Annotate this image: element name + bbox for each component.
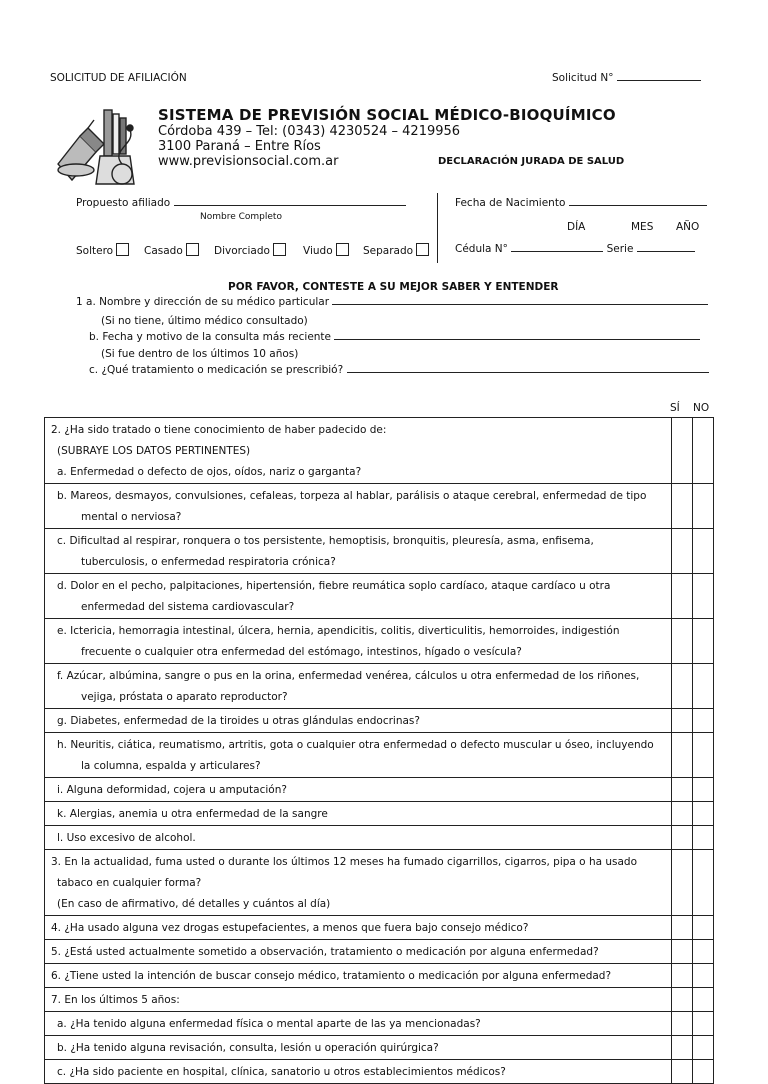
table-row <box>45 826 714 850</box>
question-cell <box>45 574 672 619</box>
no-checkbox[interactable] <box>693 733 714 778</box>
month-caption: MES <box>631 221 654 233</box>
question-6: 6. ¿Tiene usted la intención de buscar consejo médico, tratamiento o medicación por alguna enfermedad? <box>51 970 612 982</box>
q1a-label: 1 a. Nombre y dirección de su médico particular <box>76 296 330 308</box>
yes-checkbox[interactable] <box>672 664 693 709</box>
q1a-field[interactable] <box>76 296 708 308</box>
status-single[interactable] <box>76 243 129 257</box>
q1c-label: c. ¿Qué tratamiento o medicación se prescribió? <box>89 364 344 376</box>
status-separated-checkbox[interactable] <box>416 243 429 256</box>
table-row <box>45 778 714 802</box>
table-row <box>45 574 714 619</box>
question-2a: a. Enfermedad o defecto de ojos, oídos, nariz o garganta? <box>57 466 362 478</box>
table-row <box>45 664 714 709</box>
birth-date-label: Fecha de Nacimiento <box>455 197 566 209</box>
lab-logo-icon <box>50 100 142 192</box>
table-row <box>45 916 714 940</box>
request-number-field[interactable] <box>552 72 701 84</box>
table-row <box>45 418 714 484</box>
no-checkbox[interactable] <box>693 529 714 574</box>
yes-checkbox[interactable] <box>672 1036 693 1060</box>
question-2e: e. Ictericia, hemorragia intestinal, úlcera, hernia, apendicitis, colitis, diverticulitis, hemorroides, indigestión <box>57 625 620 637</box>
no-checkbox[interactable] <box>693 418 714 484</box>
birth-date-line[interactable] <box>569 205 707 206</box>
no-checkbox[interactable] <box>693 619 714 664</box>
no-checkbox[interactable] <box>693 964 714 988</box>
question-2d: d. Dolor en el pecho, palpitaciones, hipertensión, fiebre reumática soplo cardíaco, ataque cardíaco u otra <box>57 580 611 592</box>
question-7a: a. ¿Ha tenido alguna enfermedad física o mental aparte de las ya mencionadas? <box>57 1018 481 1030</box>
table-row <box>45 1012 714 1036</box>
health-questionnaire <box>44 417 714 1084</box>
series-label: Serie <box>606 243 634 255</box>
question-7c: c. ¿Ha sido paciente en hospital, clínica, sanatorio u otros establecimientos médicos? <box>57 1066 506 1078</box>
proposed-member-label: Propuesto afiliado <box>76 197 171 209</box>
yes-checkbox[interactable] <box>672 1012 693 1036</box>
org-city: 3100 Paraná – Entre Ríos <box>158 139 321 154</box>
question-2-note: (SUBRAYE LOS DATOS PERTINENTES) <box>57 445 251 457</box>
yes-checkbox[interactable] <box>672 418 693 484</box>
question-2h: h. Neuritis, ciática, reumatismo, artritis, gota o cualquier otra enfermedad o defecto muscular u óseo, incluyendo <box>57 739 654 751</box>
status-widowed-label: Viudo <box>303 245 333 257</box>
yes-header: SÍ <box>670 402 680 414</box>
question-7b: b. ¿Ha tenido alguna revisación, consulta, lesión u operación quirúrgica? <box>57 1042 439 1054</box>
year-caption: AÑO <box>676 221 700 233</box>
question-7: 7. En los últimos 5 años: <box>51 994 180 1006</box>
table-row <box>45 940 714 964</box>
question-cell <box>45 619 672 664</box>
question-cell <box>45 964 672 988</box>
table-row <box>45 1060 714 1084</box>
table-row <box>45 964 714 988</box>
instructions: POR FAVOR, CONTESTE A SU MEJOR SABER Y ENTENDER <box>228 281 559 293</box>
yes-checkbox[interactable] <box>672 529 693 574</box>
question-2i: i. Alguna deformidad, cojera u amputación? <box>57 784 287 796</box>
question-2f: f. Azúcar, albúmina, sangre o pus en la orina, enfermedad venérea, cálculos u otra enfermedad de los riñones, <box>57 670 640 682</box>
yes-checkbox[interactable] <box>672 1060 693 1084</box>
no-checkbox[interactable] <box>693 802 714 826</box>
no-checkbox[interactable] <box>693 940 714 964</box>
request-number-line[interactable] <box>617 80 701 81</box>
question-cell <box>45 529 672 574</box>
no-checkbox[interactable] <box>693 664 714 709</box>
question-cell <box>45 988 672 1012</box>
status-separated[interactable] <box>363 243 429 257</box>
question-2c: c. Dificultad al respirar, ronquera o tos persistente, hemoptisis, bronquitis, pleuresía, asma, enfisema, <box>57 535 594 547</box>
question-2c-cont: tuberculosis, o enfermedad respiratoria crónica? <box>81 556 336 568</box>
no-checkbox[interactable] <box>693 574 714 619</box>
request-number-label: Solicitud N° <box>552 72 614 84</box>
q1c-line[interactable] <box>347 372 709 373</box>
no-checkbox[interactable] <box>693 1012 714 1036</box>
status-single-label: Soltero <box>76 245 114 257</box>
question-3: 3. En la actualidad, fuma usted o durante los últimos 12 meses ha fumado cigarrillos, cigarros, pipa o ha usado <box>51 856 638 868</box>
no-checkbox[interactable] <box>693 778 714 802</box>
status-widowed-checkbox[interactable] <box>336 243 349 256</box>
question-cell <box>45 418 672 484</box>
yes-checkbox[interactable] <box>672 916 693 940</box>
no-checkbox[interactable] <box>693 826 714 850</box>
question-cell <box>45 664 672 709</box>
question-2f-cont: vejiga, próstata o aparato reproductor? <box>81 691 288 703</box>
question-2l: l. Uso excesivo de alcohol. <box>57 832 196 844</box>
question-cell <box>45 733 672 778</box>
q1b-note: (Si fue dentro de los últimos 10 años) <box>101 348 299 360</box>
status-married-checkbox[interactable] <box>186 243 199 256</box>
question-cell <box>45 1012 672 1036</box>
question-cell <box>45 484 672 529</box>
section-divider <box>437 193 438 263</box>
fullname-caption: Nombre Completo <box>200 212 282 222</box>
yes-checkbox[interactable] <box>672 940 693 964</box>
birth-date-field[interactable] <box>455 197 707 209</box>
question-cell <box>45 709 672 733</box>
yes-checkbox[interactable] <box>672 733 693 778</box>
series-line[interactable] <box>637 251 695 252</box>
question-2e-cont: frecuente o cualquier otra enfermedad del estómago, intestinos, hígado o vesícula? <box>81 646 522 658</box>
yes-checkbox[interactable] <box>672 826 693 850</box>
status-divorced-checkbox[interactable] <box>273 243 286 256</box>
no-checkbox[interactable] <box>693 916 714 940</box>
yes-checkbox[interactable] <box>672 619 693 664</box>
q1b-field[interactable] <box>89 331 700 343</box>
id-number-label: Cédula N° <box>455 243 508 255</box>
question-2b: b. Mareos, desmayos, convulsiones, cefaleas, torpeza al hablar, parálisis o ataque cerebral, enfermedad de tipo <box>57 490 647 502</box>
q1a-note: (Si no tiene, último médico consultado) <box>101 315 308 327</box>
status-widowed[interactable] <box>303 243 349 257</box>
yes-checkbox[interactable] <box>672 802 693 826</box>
no-checkbox[interactable] <box>693 1060 714 1084</box>
proposed-member-field[interactable] <box>76 197 406 209</box>
yes-checkbox[interactable] <box>672 988 693 1012</box>
status-divorced-label: Divorciado <box>214 245 270 257</box>
table-row <box>45 733 714 778</box>
no-checkbox[interactable] <box>693 484 714 529</box>
question-cell <box>45 1036 672 1060</box>
q1a-line[interactable] <box>332 304 708 305</box>
yes-checkbox[interactable] <box>672 850 693 916</box>
id-number-field[interactable] <box>455 243 695 255</box>
question-cell <box>45 826 672 850</box>
question-2h-cont: la columna, espalda y articulares? <box>81 760 261 772</box>
question-cell <box>45 850 672 916</box>
question-cell <box>45 778 672 802</box>
question-2b-cont: mental o nerviosa? <box>81 511 182 523</box>
status-separated-label: Separado <box>363 245 414 257</box>
status-single-checkbox[interactable] <box>116 243 129 256</box>
question-2g: g. Diabetes, enfermedad de la tiroides u otras glándulas endocrinas? <box>57 715 420 727</box>
table-row <box>45 709 714 733</box>
yes-checkbox[interactable] <box>672 778 693 802</box>
question-cell <box>45 802 672 826</box>
status-divorced[interactable] <box>214 243 286 257</box>
yes-checkbox[interactable] <box>672 964 693 988</box>
id-number-line[interactable] <box>511 251 603 252</box>
question-cell <box>45 1060 672 1084</box>
yes-checkbox[interactable] <box>672 709 693 733</box>
question-3-note: (En caso de afirmativo, dé detalles y cuántos al día) <box>57 898 331 910</box>
no-checkbox[interactable] <box>693 988 714 1012</box>
question-3-cont: tabaco en cualquier forma? <box>57 877 202 889</box>
question-cell <box>45 940 672 964</box>
status-married[interactable] <box>144 243 199 257</box>
day-caption: DÍA <box>567 221 586 233</box>
table-row <box>45 619 714 664</box>
question-2d-cont: enfermedad del sistema cardiovascular? <box>81 601 295 613</box>
q1b-line[interactable] <box>334 339 700 340</box>
q1c-field[interactable] <box>89 364 709 376</box>
table-row <box>45 529 714 574</box>
org-website: www.previsionsocial.com.ar <box>158 154 339 169</box>
table-row <box>45 484 714 529</box>
no-checkbox[interactable] <box>693 1036 714 1060</box>
table-row <box>45 850 714 916</box>
table-row <box>45 988 714 1012</box>
no-checkbox[interactable] <box>693 850 714 916</box>
org-address: Córdoba 439 – Tel: (0343) 4230524 – 4219956 <box>158 124 461 139</box>
org-title: SISTEMA DE PREVISIÓN SOCIAL MÉDICO-BIOQUÍMICO <box>158 106 616 124</box>
question-cell <box>45 916 672 940</box>
question-5: 5. ¿Está usted actualmente sometido a observación, tratamiento o medicación por alguna enfermedad? <box>51 946 599 958</box>
question-2k: k. Alergias, anemia u otra enfermedad de la sangre <box>57 808 328 820</box>
document-title: DECLARACIÓN JURADA DE SALUD <box>438 156 625 167</box>
no-header: NO <box>693 402 710 414</box>
form-name: SOLICITUD DE AFILIACIÓN <box>50 72 187 84</box>
no-checkbox[interactable] <box>693 709 714 733</box>
yes-checkbox[interactable] <box>672 574 693 619</box>
yes-checkbox[interactable] <box>672 484 693 529</box>
question-4: 4. ¿Ha usado alguna vez drogas estupefacientes, a menos que fuera bajo consejo médico? <box>51 922 529 934</box>
status-married-label: Casado <box>144 245 183 257</box>
q1b-label: b. Fecha y motivo de la consulta más reciente <box>89 331 332 343</box>
table-row <box>45 802 714 826</box>
table-row <box>45 1036 714 1060</box>
proposed-member-line[interactable] <box>174 205 406 206</box>
question-2: 2. ¿Ha sido tratado o tiene conocimiento de haber padecido de: <box>51 424 387 436</box>
